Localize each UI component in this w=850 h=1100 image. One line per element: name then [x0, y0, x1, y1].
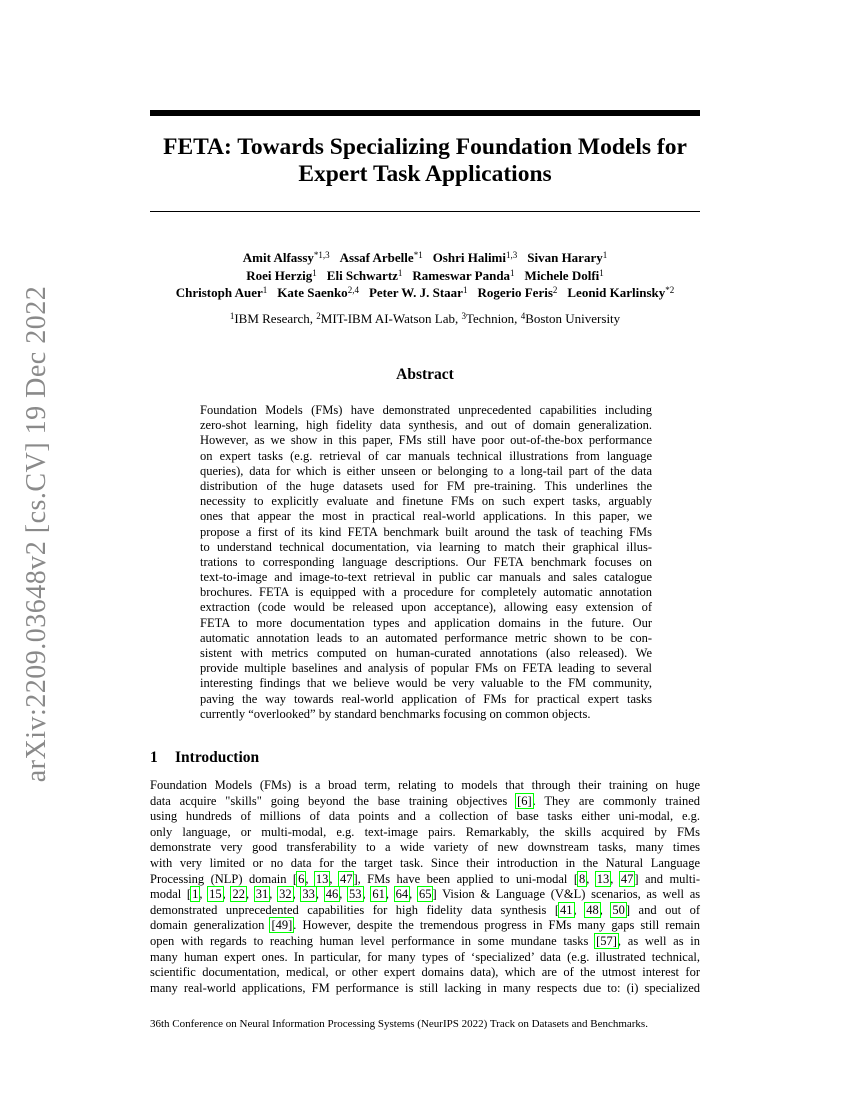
- abstract-line: paving the way towards real-world application of FMs for practical expert tasks: [200, 691, 652, 706]
- affiliation-marker: 3: [461, 311, 466, 321]
- citation-link[interactable]: 33: [302, 887, 315, 902]
- affiliation-marker: 2: [316, 311, 321, 321]
- author-list: [100, 249, 750, 302]
- citation-link[interactable]: 65: [418, 887, 432, 902]
- intro-line: [150, 872, 700, 888]
- abstract-line: distribution of the huge datasets used for FM pre-training. This underlines the: [200, 478, 652, 493]
- abstract-line: queries), data for which is either unseen or belonging to a long-tail part of the data: [200, 463, 652, 478]
- author-affiliation-marker: 1: [312, 267, 317, 278]
- author-name: [477, 285, 557, 300]
- abstract-line: interesting findings that we believe would be very valuable to the FM community,: [200, 676, 652, 691]
- author-name: [527, 250, 607, 265]
- author-name: [176, 285, 268, 300]
- intro-line: [150, 965, 700, 981]
- affiliation-name: IBM Research,: [234, 311, 317, 326]
- intro-text: ,: [222, 887, 232, 902]
- author-affiliation-marker: 1,3: [506, 250, 518, 260]
- intro-text: ,: [599, 902, 612, 917]
- intro-line: [150, 825, 700, 841]
- title-bottom-rule: [150, 211, 700, 212]
- arxiv-watermark: arXiv:2209.03648v2 [cs.CV] 19 Dec 2022: [21, 285, 52, 783]
- citation-link[interactable]: 1: [192, 887, 199, 902]
- author-row: [100, 284, 750, 302]
- author-name-text: Sivan Harary: [527, 250, 603, 265]
- citation-link[interactable]: 15: [209, 887, 222, 902]
- conference-footnote: 36th Conference on Neural Information Processing Systems (NeurIPS 2022) Track on Datasets and Benchmarks.: [150, 1018, 648, 1030]
- citation-link[interactable]: 22: [232, 887, 245, 902]
- title-top-rule: [150, 110, 700, 116]
- citation-link[interactable]: 13: [315, 871, 329, 886]
- author-name: [433, 250, 518, 265]
- abstract-body: [200, 403, 652, 722]
- intro-text: ,: [329, 871, 339, 886]
- citation-link[interactable]: [49]: [271, 918, 293, 933]
- abstract-line: necessity to explicitly evaluate and finetune FMs on such expert tasks, arguably: [200, 494, 652, 509]
- intro-text: scientific documentation, medical, or other expert domains data), which are of the utmost interest for: [150, 965, 700, 980]
- intro-text: Foundation Models (FMs) is a broad term, relating to models that through their training on huge: [150, 778, 700, 792]
- abstract-line: zero-shot learning, high fidelity data synthesis, and out of domain generalization.: [200, 418, 652, 433]
- intro-line: [150, 950, 700, 966]
- intro-line: [150, 794, 700, 810]
- citation-link[interactable]: 47: [620, 871, 634, 886]
- abstract-line: extraction (code would be released upon acceptance), allowing easy extension of: [200, 600, 652, 615]
- author-name-text: Michele Dolfi: [524, 267, 600, 283]
- author-name: [412, 268, 514, 283]
- author-affiliation-marker: *1,3: [313, 250, 330, 260]
- intro-text: ,: [573, 902, 586, 917]
- title-line-1: FETA: Towards Specializing Foundation Models for: [163, 134, 687, 160]
- intro-text: . However, despite the tremendous progress in FMs many gaps still remain: [293, 918, 700, 933]
- author-name-text: Assaf Arbelle: [339, 250, 414, 265]
- author-affiliation-marker: 1: [602, 250, 608, 260]
- affiliation-name: Technion,: [466, 311, 521, 326]
- citation-link[interactable]: 8: [578, 871, 586, 886]
- intro-text: ,: [305, 871, 315, 886]
- author-name-text: Rameswar Panda: [412, 267, 511, 283]
- author-name-text: Rogerio Feris: [477, 285, 553, 300]
- author-name: [567, 285, 674, 300]
- intro-line: [150, 981, 700, 997]
- author-affiliation-marker: 1: [599, 267, 604, 278]
- author-name: [369, 285, 468, 300]
- intro-line: [150, 918, 700, 934]
- intro-text: domain generalization: [150, 918, 271, 933]
- intro-text: , as well as in: [617, 933, 700, 948]
- author-name: [340, 250, 423, 265]
- citation-link[interactable]: 61: [372, 887, 385, 902]
- section-heading-introduction: [150, 749, 259, 767]
- author-affiliation-marker: 2,4: [347, 285, 359, 295]
- intro-text: many human expert ones. In particular, for many types of ‘specialized’ data (e.g. illustrated technical,: [150, 949, 700, 964]
- intro-text: demonstrated unprecedented capabilities for high fidelity data synthesis [: [150, 902, 560, 917]
- affiliation-marker: 1: [229, 311, 235, 321]
- abstract-line: currently “overlooked” by standard benchmarks focusing on common objects.: [200, 706, 591, 721]
- abstract-line: text-to-image and image-to-text retrieval in public car manuals and sales catalogue: [200, 570, 652, 585]
- abstract-line: trations to corresponding language descriptions. Our FETA benchmark focuses on: [200, 554, 652, 569]
- author-affiliation-marker: 1: [462, 285, 468, 295]
- intro-text: ,: [269, 887, 279, 902]
- citation-link[interactable]: 6: [298, 871, 305, 886]
- paper-title: [150, 134, 700, 188]
- intro-text: ,: [245, 887, 255, 902]
- intro-text: demonstrate very good transferability to a wide variety of new downstream tasks, many times: [150, 840, 700, 855]
- intro-line: [150, 840, 700, 856]
- citation-link[interactable]: [57]: [596, 933, 617, 948]
- intro-text: ,: [385, 887, 395, 902]
- author-name-text: Leonid Karlinsky: [567, 285, 666, 300]
- citation-link[interactable]: 64: [395, 887, 409, 902]
- intro-line: [150, 887, 700, 903]
- intro-text: ], FMs have been applied to uni-modal [: [353, 871, 578, 886]
- intro-line: [150, 778, 700, 794]
- citation-link[interactable]: 13: [596, 871, 610, 886]
- abstract-line: to understand technical documentation, via learning to match their graphical illus-: [200, 539, 652, 554]
- author-affiliation-marker: *1: [413, 250, 423, 260]
- intro-line: [150, 903, 700, 919]
- intro-text: ,: [315, 887, 325, 902]
- author-row: [100, 249, 750, 267]
- author-name-text: Roei Herzig: [246, 267, 313, 283]
- author-name-text: Christoph Auer: [175, 285, 263, 300]
- section-number: 1: [150, 749, 158, 766]
- citation-link[interactable]: 48: [586, 902, 599, 917]
- author-affiliation-marker: 1: [397, 267, 403, 278]
- author-name-text: Kate Saenko: [277, 285, 348, 300]
- citation-link[interactable]: 41: [560, 902, 573, 917]
- abstract-line: propose a first of its kind FETA benchmark built around the task of teaching FMs: [200, 524, 652, 539]
- intro-text: ,: [610, 871, 620, 886]
- abstract-line: sistent with metrics computed on human-curated annotations (also released). We: [200, 646, 652, 660]
- author-name: [525, 268, 604, 283]
- intro-text: many real-world applications, FM performance is still lacking in many respects due to: (i) specialized: [150, 980, 700, 995]
- author-name: [243, 250, 330, 265]
- abstract-line: on expert tasks (e.g. retrieval of car manuals technical illustrations from language: [200, 448, 652, 463]
- intro-text: ,: [199, 887, 209, 902]
- title-line-2: Expert Task Applications: [298, 161, 552, 187]
- intro-text: ] and out of: [625, 902, 701, 917]
- intro-text: ,: [292, 887, 302, 902]
- intro-text: Processing (NLP) domain [: [150, 871, 298, 886]
- affiliation-marker: 4: [520, 311, 526, 321]
- abstract-line: ones that appear the most in practical real-world applications. In this paper, we: [200, 509, 652, 524]
- citation-link[interactable]: 46: [325, 887, 339, 902]
- abstract-line: However, as we show in this paper, FMs still have poor out-of-the-box performance: [200, 433, 652, 448]
- author-affiliation-marker: *2: [665, 285, 675, 295]
- author-affiliation-marker: 1: [262, 285, 268, 295]
- abstract-heading: Abstract: [396, 366, 454, 383]
- citation-link[interactable]: 50: [612, 902, 625, 917]
- citation-link[interactable]: [6]: [517, 793, 532, 808]
- intro-text: ,: [586, 871, 596, 886]
- introduction-body: [150, 778, 700, 996]
- affiliations: [100, 311, 750, 327]
- author-affiliation-marker: 2: [552, 285, 558, 295]
- author-name: [277, 285, 359, 300]
- author-name-text: Eli Schwartz: [326, 267, 398, 283]
- abstract-line: automatic annotation leads to an automated performance metric shown to be con-: [200, 630, 652, 645]
- author-affiliation-marker: 1: [510, 267, 515, 278]
- intro-text: ] Vision & Language (V&L) scenarios, as well as: [432, 887, 701, 902]
- abstract-line: brochures. FETA is equipped with a procedure for completely automatic annotation: [200, 585, 652, 600]
- intro-text: data acquire "skills" going beyond the base training objectives: [150, 793, 517, 808]
- abstract-line: provide multiple baselines and analysis of popular FMs on FETA leading to several: [200, 661, 652, 676]
- author-row: [100, 267, 750, 285]
- intro-text: modal [: [150, 887, 192, 902]
- intro-text: using hundreds of millions of data points and a collection of base tasks either uni-modal, e.g.: [150, 809, 700, 824]
- intro-text: with very limited or no data for the target task. Since their introduction in the Natural Language: [150, 855, 700, 870]
- author-name-text: Amit Alfassy: [242, 250, 314, 265]
- intro-text: ,: [339, 887, 349, 902]
- affiliation-name: Boston University: [525, 311, 621, 326]
- citation-link[interactable]: 32: [279, 887, 292, 902]
- affiliation-name: MIT-IBM AI-Watson Lab,: [320, 311, 462, 326]
- intro-text: only language, or multi-modal, e.g. text-image pairs. Remarkably, the skills acquired by FMs: [150, 824, 700, 839]
- citation-link[interactable]: 31: [255, 887, 269, 902]
- author-name: [246, 268, 317, 283]
- intro-line: [150, 934, 700, 950]
- intro-line: [150, 856, 700, 872]
- intro-text: open with regards to reaching human level performance in some mundane tasks: [150, 933, 596, 948]
- intro-text: ,: [362, 887, 372, 902]
- intro-text: ,: [409, 887, 418, 902]
- author-name-text: Peter W. J. Staar: [368, 285, 463, 300]
- section-title: Introduction: [175, 749, 260, 766]
- author-name-text: Oshri Halimi: [432, 250, 506, 265]
- author-name: [327, 268, 403, 283]
- abstract-line: FETA to more documentation types and application domains in the future. Our: [200, 615, 652, 630]
- intro-text: ] and multi-: [634, 871, 700, 886]
- intro-line: [150, 809, 700, 825]
- citation-link[interactable]: 47: [339, 871, 353, 886]
- intro-text: . They are commonly trained: [532, 793, 701, 808]
- abstract-line: Foundation Models (FMs) have demonstrated unprecedented capabilities including: [200, 403, 652, 417]
- citation-link[interactable]: 53: [349, 887, 362, 902]
